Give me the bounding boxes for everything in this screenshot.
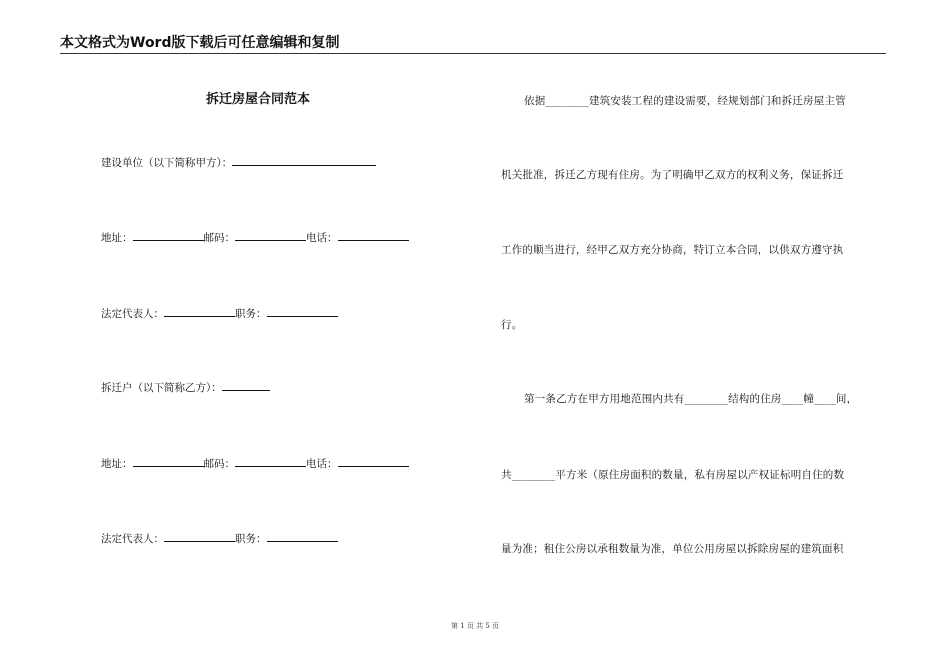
body-text-line: 行。 bbox=[501, 319, 523, 331]
party-a-unit-field bbox=[101, 154, 376, 170]
header-text: 本文格式为Word版下载后可任意编辑和复制 bbox=[60, 35, 340, 51]
field-label: 建设单位（以下简称甲方）： bbox=[101, 157, 233, 169]
body-text-line: 机关批准，拆迁乙方现有住房。为了明确甲乙双方的权利义务，保证拆迁 bbox=[501, 169, 844, 181]
party-b-household-field bbox=[101, 379, 270, 395]
postcode-label: 邮码： bbox=[203, 458, 235, 470]
phone-label: 电话： bbox=[306, 232, 338, 244]
field-label: 拆迁户（以下简称乙方）： bbox=[101, 382, 222, 394]
body-text-line: 依据________建筑安装工程的建设需要，经规划部门和拆迁房屋主管 bbox=[524, 95, 846, 107]
body-text-line: 量为准；租住公房以承租数量为准，单位公用房屋以拆除房屋的建筑面积 bbox=[501, 543, 844, 555]
page-number-footer: 第 1 页 共 5 页 bbox=[450, 622, 500, 630]
blank-line bbox=[267, 530, 338, 542]
page-title: 拆迁房屋合同范本 bbox=[206, 92, 311, 107]
body-text-line: 工作的顺当进行，经甲乙双方充分协商，特订立本合同，以供双方遵守执 bbox=[501, 244, 844, 256]
blank-line bbox=[164, 305, 235, 317]
party-b-address-field bbox=[101, 455, 409, 471]
body-text-line: 共________平方米（原住房面积的数量，私有房屋以产权证标明自住的数 bbox=[501, 469, 845, 481]
position-label: 职务： bbox=[235, 308, 267, 320]
postcode-label: 邮码： bbox=[203, 232, 235, 244]
blank-line bbox=[133, 455, 204, 467]
blank-line bbox=[235, 455, 306, 467]
party-b-representative-field bbox=[101, 530, 338, 546]
blank-line bbox=[267, 305, 338, 317]
phone-label: 电话： bbox=[306, 458, 338, 470]
article-text-line: 第一条乙方在甲方用地范围内共有________结构的住房____幢____间， bbox=[524, 393, 858, 405]
party-a-representative-field bbox=[101, 305, 338, 321]
document-header bbox=[60, 34, 886, 54]
blank-line bbox=[235, 229, 306, 241]
position-label: 职务： bbox=[235, 533, 267, 545]
blank-line bbox=[133, 229, 204, 241]
party-a-address-field bbox=[101, 229, 409, 245]
blank-line bbox=[164, 530, 235, 542]
representative-label: 法定代表人： bbox=[101, 533, 164, 545]
blank-line bbox=[222, 379, 270, 391]
address-label: 地址： bbox=[101, 232, 133, 244]
address-label: 地址： bbox=[101, 458, 133, 470]
representative-label: 法定代表人： bbox=[101, 308, 164, 320]
blank-line bbox=[338, 455, 409, 467]
blank-line bbox=[338, 229, 409, 241]
blank-line bbox=[232, 154, 376, 166]
